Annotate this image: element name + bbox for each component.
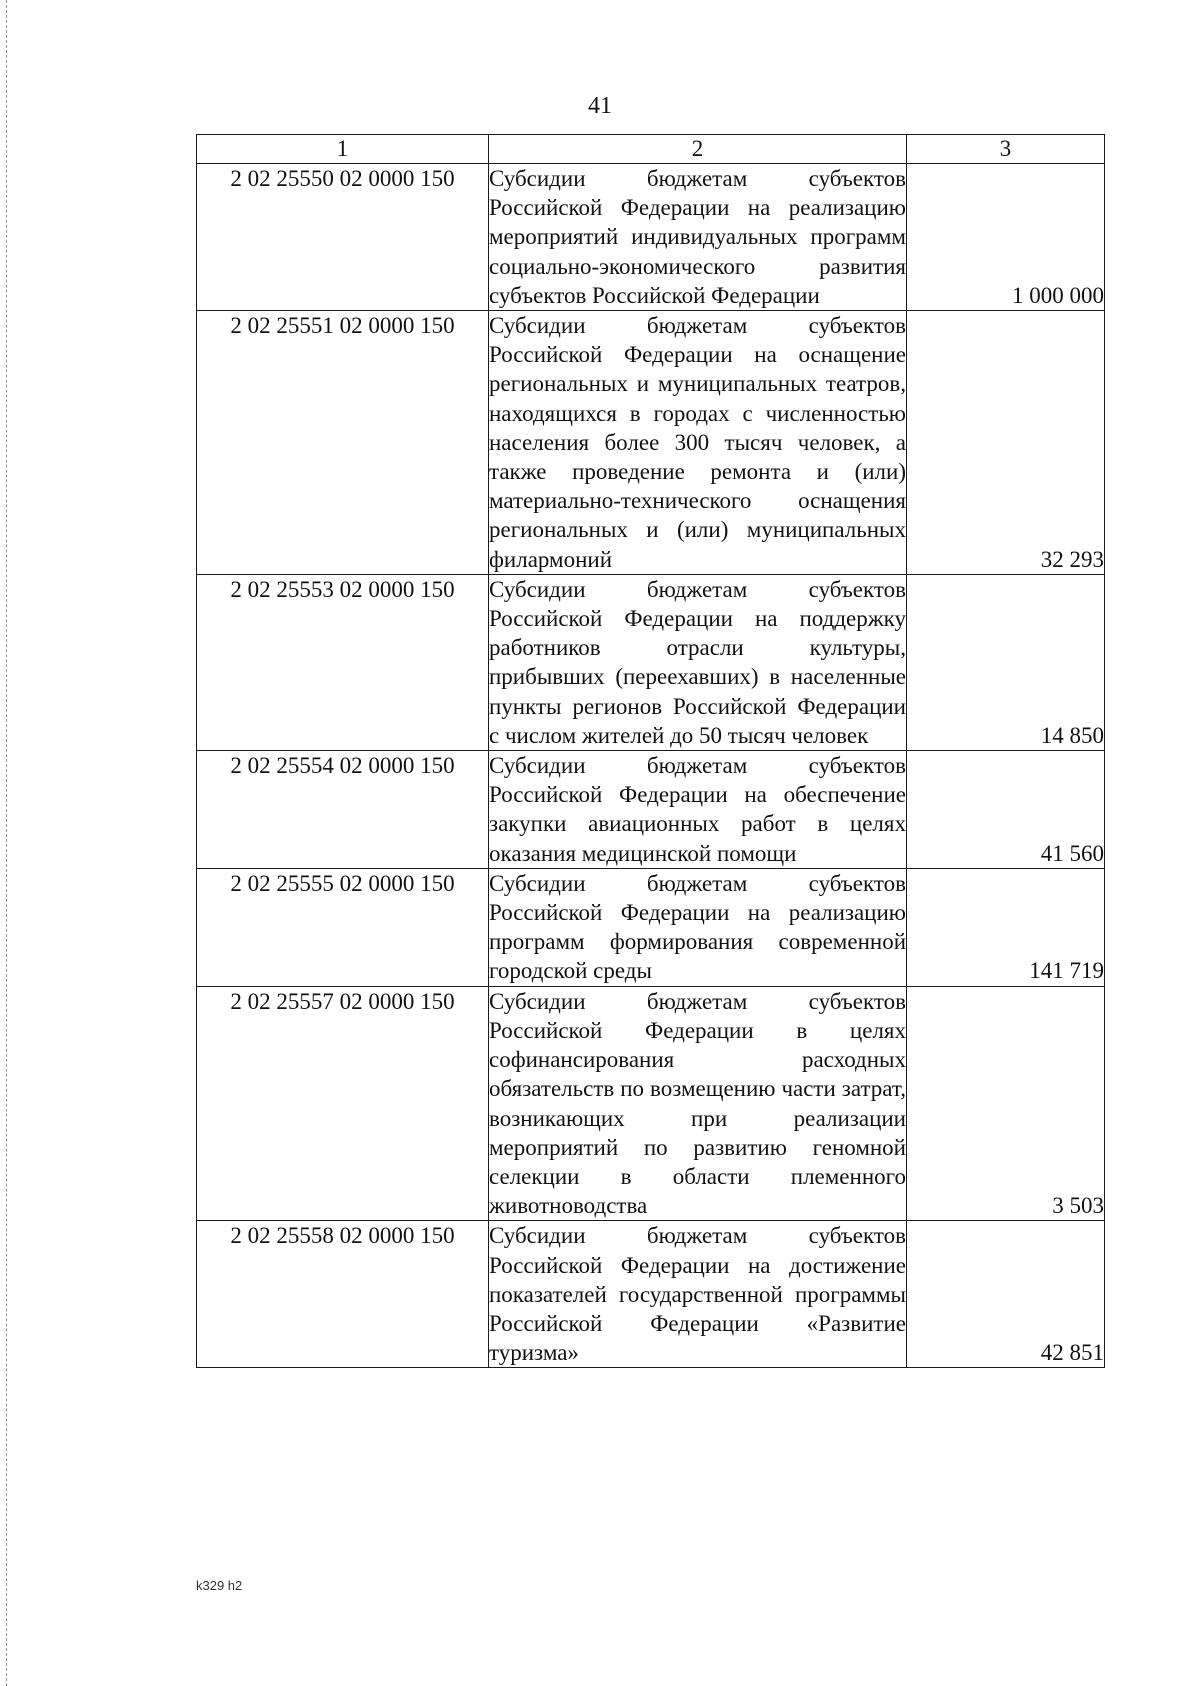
table-row [197,868,1105,986]
row-amount: 3 503 [907,986,1105,1221]
row-code: 2 02 25550 02 0000 150 [197,164,489,311]
row-code: 2 02 25557 02 0000 150 [197,986,489,1221]
row-description: Субсидии бюджетам субъектов Российской Федерации на реализацию программ формирования современной городской среды [489,868,907,986]
row-code: 2 02 25554 02 0000 150 [197,751,489,869]
row-description: Субсидии бюджетам субъектов Российской Федерации в целях софинансирования расходных обязательств по возмещению части затрат, возникающих при реализации мероприятий по развитию геномной селекции в области племенного животноводства [489,986,907,1221]
table-row [197,311,1105,575]
column-header-description: 2 [489,135,907,164]
table-row [197,574,1105,750]
scan-margin-line [6,0,7,1686]
table-row [197,751,1105,869]
column-header-code: 1 [197,135,489,164]
row-code: 2 02 25553 02 0000 150 [197,574,489,750]
row-amount: 42 851 [907,1221,1105,1368]
page-number: 41 [588,93,612,119]
column-header-amount: 3 [907,135,1105,164]
row-amount: 32 293 [907,311,1105,575]
row-amount: 41 560 [907,751,1105,869]
row-description: Субсидии бюджетам субъектов Российской Федерации на обеспечение закупки авиационных работ в целях оказания медицинской помощи [489,751,907,869]
row-code: 2 02 25558 02 0000 150 [197,1221,489,1368]
row-amount: 1 000 000 [907,164,1105,311]
row-description: Субсидии бюджетам субъектов Российской Федерации на поддержку работников отрасли культуры, прибывших (переехавших) в населенные пункты регионов Российской Федерации с числом жителей до 50 тысяч человек [489,574,907,750]
row-description: Субсидии бюджетам субъектов Российской Федерации на реализацию мероприятий индивидуальных программ социально-экономического развития субъектов Российской Федерации [489,164,907,311]
budget-revenue-table [196,134,1105,1368]
table-row [197,986,1105,1221]
table-row [197,1221,1105,1368]
table-header-row [197,135,1105,164]
document-footer-code: k329 h2 [196,1578,243,1593]
row-code: 2 02 25555 02 0000 150 [197,868,489,986]
row-code: 2 02 25551 02 0000 150 [197,311,489,575]
row-description: Субсидии бюджетам субъектов Российской Федерации на достижение показателей государственной программы Российской Федерации «Развитие туризма» [489,1221,907,1368]
row-amount: 141 719 [907,868,1105,986]
table-row [197,164,1105,311]
row-description: Субсидии бюджетам субъектов Российской Федерации на оснащение региональных и муниципальных театров, находящихся в городах с численностью населения более 300 тысяч человек, а также проведение ремонта и (или) материально-технического оснащения региональных и (или) муниципальных филармоний [489,311,907,575]
row-amount: 14 850 [907,574,1105,750]
